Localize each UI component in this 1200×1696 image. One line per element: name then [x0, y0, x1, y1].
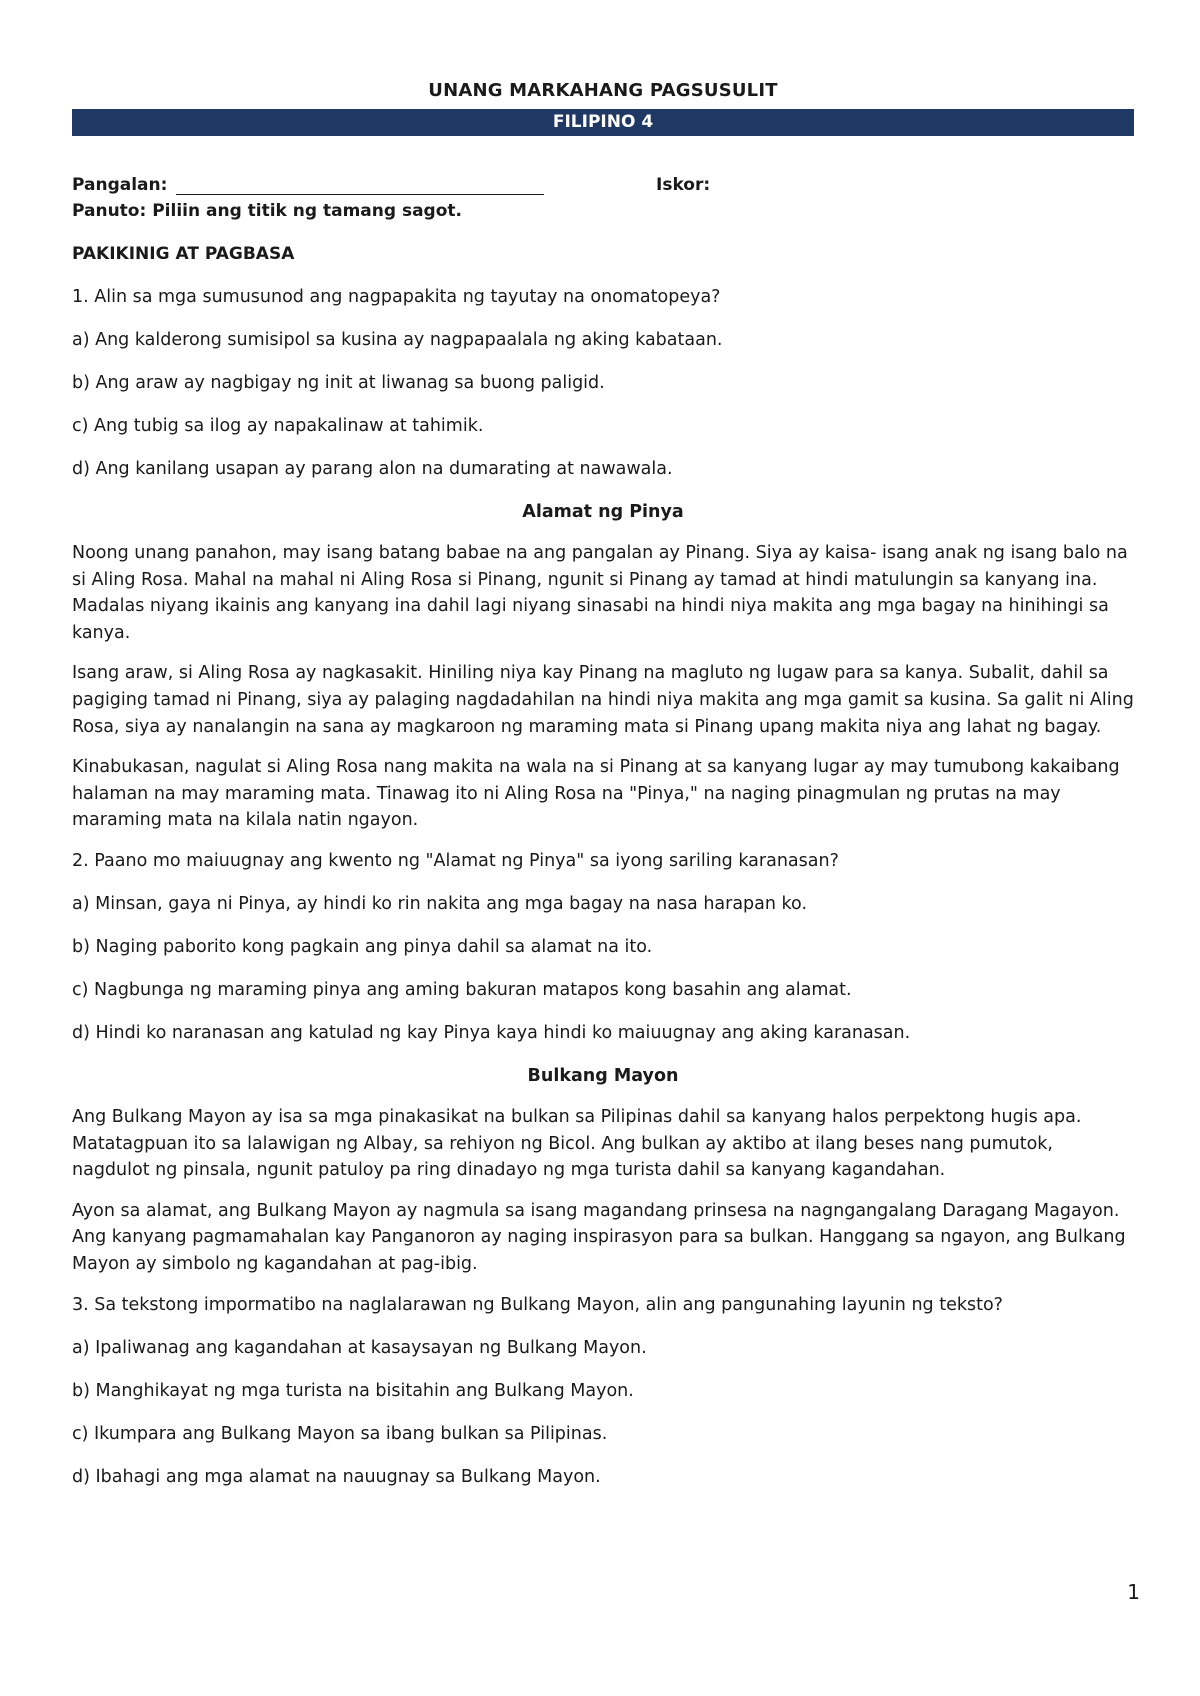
name-field-line	[176, 194, 544, 195]
page-number: 1	[1127, 1580, 1140, 1604]
subject-banner: FILIPINO 4	[72, 109, 1134, 136]
choice-2d: d) Hindi ko naranasan ang katulad ng kay Pinya kaya hindi ko maiuugnay ang aking karanasan.	[72, 1022, 911, 1043]
question-2: 2. Paano mo maiuugnay ang kwento ng "Alamat ng Pinya" sa iyong sariling karanasan?	[72, 850, 839, 871]
score-label: Iskor:	[656, 175, 711, 195]
question-1: 1. Alin sa mga sumusunod ang nagpapakita ng tayutay na onomatopeya?	[72, 287, 721, 307]
choice-1d: d) Ang kanilang usapan ay parang alon na dumarating at nawawala.	[72, 459, 673, 479]
exam-title: UNANG MARKAHANG PAGSUSULIT	[428, 80, 778, 101]
choice-3d: d) Ibahagi ang mga alamat na nauugnay sa Bulkang Mayon.	[72, 1466, 601, 1487]
story-pinya-paragraph: Isang araw, si Aling Rosa ay nagkasakit. Hiniling niya kay Pinang na magluto ng lugaw para sa kanya. Subalit, dahil sa pagiging tamad ni Pinang, siya ay palaging nagdadahilan na hindi niya makita ang mga gamit sa kusina. Sa galit ni Aling Rosa, siya ay nanalangin na sana ay magkaroon ng maraming mata si Pinang upang makita niya ang lahat ng bagay.	[72, 663, 1134, 737]
choice-3b: b) Manghikayat ng mga turista na bisitahin ang Bulkang Mayon.	[72, 1380, 634, 1401]
section-heading: PAKIKINIG AT PAGBASA	[72, 244, 295, 264]
story-pinya-paragraph: Kinabukasan, nagulat si Aling Rosa nang makita na wala na si Pinang at sa kanyang lugar ay may tumubong kakaibang halaman na may maraming mata. Tinawag ito ni Aling Rosa na "Pinya," na naging pinagmulan ng prutas na may maraming mata na kilala natin ngayon.	[72, 757, 1120, 831]
story-title-pinya: Alamat ng Pinya	[522, 502, 684, 522]
exam-content	[72, 284, 1134, 1507]
name-label: Pangalan:	[72, 175, 168, 195]
story-mayon-paragraph: Ayon sa alamat, ang Bulkang Mayon ay nagmula sa isang magandang prinsesa na nagngangalang Daragang Magayon. Ang kanyang pagmamahalan kay Panganoron ay naging inspirasyon para sa bulkan. Hanggang sa ngayon, ang Bulkang Mayon ay simbolo ng kagandahan at pag-ibig.	[72, 1200, 1126, 1274]
choice-2a: a) Minsan, gaya ni Pinya, ay hindi ko rin nakita ang mga bagay na nasa harapan ko.	[72, 893, 808, 914]
choice-3c: c) Ikumpara ang Bulkang Mayon sa ibang bulkan sa Pilipinas.	[72, 1423, 608, 1444]
choice-1b: b) Ang araw ay nagbigay ng init at liwanag sa buong paligid.	[72, 373, 605, 393]
choice-3a: a) Ipaliwanag ang kagandahan at kasaysayan ng Bulkang Mayon.	[72, 1337, 647, 1358]
choice-1c: c) Ang tubig sa ilog ay napakalinaw at tahimik.	[72, 416, 484, 436]
question-3: 3. Sa tekstong impormatibo na naglalarawan ng Bulkang Mayon, alin ang pangunahing layunin ng teksto?	[72, 1294, 1003, 1315]
story-title-mayon: Bulkang Mayon	[527, 1065, 679, 1086]
choice-1a: a) Ang kalderong sumisipol sa kusina ay nagpapaalala ng aking kabataan.	[72, 330, 723, 350]
instructions: Panuto: Piliin ang titik ng tamang sagot.	[72, 201, 462, 221]
story-mayon-paragraph: Ang Bulkang Mayon ay isa sa mga pinakasikat na bulkan sa Pilipinas dahil sa kanyang halos perpektong hugis apa. Matatagpuan ito sa lalawigan ng Albay, sa rehiyon ng Bicol. Ang bulkan ay aktibo at ilang beses nang pumutok, nagdulot ng pinsala, ngunit patuloy pa ring dinadayo ng mga turista dahil sa kanyang kagandahan.	[72, 1106, 1082, 1181]
choice-2c: c) Nagbunga ng maraming pinya ang aming bakuran matapos kong basahin ang alamat.	[72, 979, 852, 1000]
choice-2b: b) Naging paborito kong pagkain ang pinya dahil sa alamat na ito.	[72, 936, 653, 957]
story-pinya-paragraph: Noong unang panahon, may isang batang babae na ang pangalan ay Pinang. Siya ay kaisa- isang anak ng isang balo na si Aling Rosa. Mahal na mahal ni Aling Rosa si Pinang, ngunit si Pinang ay tamad at hindi matulungin sa kanyang ina. Madalas niyang ikainis ang kanyang ina dahil lagi niyang sinasabi na hindi niya makita ang mga bagay na hinihingi sa kanya.	[72, 543, 1128, 643]
